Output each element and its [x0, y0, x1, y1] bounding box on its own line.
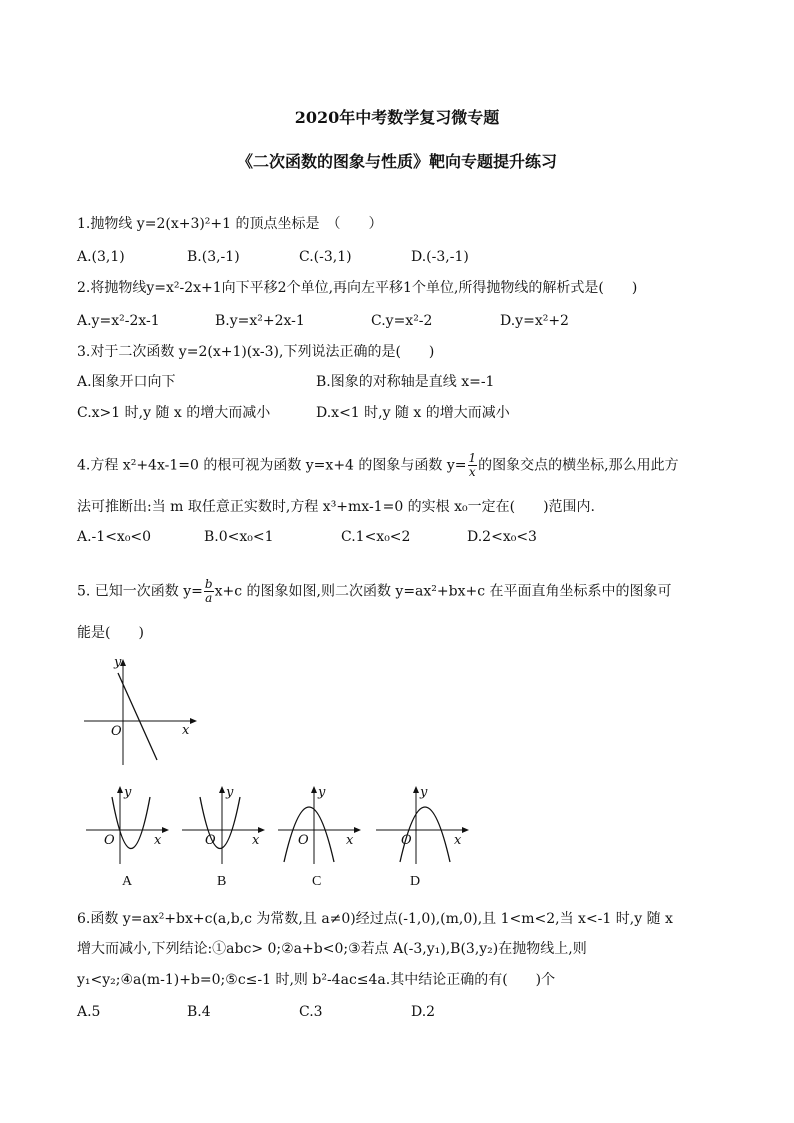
- x-axis-arrow: [462, 827, 469, 833]
- q6-stem-line2: 增大而减小,下列结论:①abc> 0;②a+b<0;③若点 A(-3,y₁),B(3,y₂)在抛物线上,则: [77, 941, 587, 957]
- linear-function-graph: [80, 655, 200, 770]
- q2-option-b: B.y=x²+2x-1: [215, 313, 305, 329]
- q4-option-d: D.2<x₀<3: [467, 529, 537, 545]
- q4-frac-den: x: [468, 465, 476, 479]
- y-axis-arrow: [413, 786, 419, 793]
- q3-option-c: C.x>1 时,y 随 x 的增大而减小: [77, 405, 271, 421]
- x-axis-label: x: [182, 723, 190, 738]
- q5-fraction: [204, 578, 214, 605]
- origin-label: O: [298, 833, 309, 848]
- y-axis-arrow: [117, 786, 123, 793]
- y-axis-label: y: [124, 785, 132, 800]
- q1-option-a: A.(3,1): [77, 249, 125, 265]
- q6-option-a: A.5: [77, 1004, 101, 1020]
- option-graph-a: [84, 782, 174, 867]
- q6-stem-line3: y₁<y₂;④a(m-1)+b=0;⑤c≤-1 时,则 b²-4ac≤4a.其中结论正确的有( )个: [77, 972, 556, 988]
- option-graph-label-d: D: [410, 874, 421, 889]
- x-axis-arrow: [190, 718, 197, 724]
- q5-stem-line1: [77, 578, 672, 605]
- title-main: 2020年中考数学复习微专题: [294, 108, 500, 127]
- q6-option-b: B.4: [187, 1004, 211, 1020]
- y-axis-label: y: [420, 785, 428, 800]
- origin-label: O: [111, 724, 122, 739]
- q4-fraction: [468, 452, 478, 479]
- option-graph-c: [276, 782, 366, 867]
- y-axis-label: y: [114, 655, 122, 670]
- q2-option-a: A.y=x²-2x-1: [77, 313, 160, 329]
- option-graph-label-c: C: [312, 874, 322, 889]
- x-axis-label: x: [252, 833, 260, 848]
- q3-stem: 3.对于二次函数 y=2(x+1)(x-3),下列说法正确的是( ): [77, 344, 435, 360]
- x-axis-label: x: [154, 833, 162, 848]
- q1-option-d: D.(-3,-1): [411, 249, 469, 265]
- origin-label: O: [104, 833, 115, 848]
- linear-function-line: [118, 673, 157, 760]
- title-sub: 《二次函数的图象与性质》靶向专题提升练习: [236, 152, 557, 171]
- q5-stem-line2: 能是( ): [77, 625, 144, 641]
- x-axis-arrow: [162, 827, 169, 833]
- y-axis-arrow: [311, 786, 317, 793]
- y-axis-arrow: [219, 786, 225, 793]
- parabola-curve: [112, 797, 150, 849]
- option-graph-b: [180, 782, 270, 867]
- q5-frac-num: b: [204, 577, 213, 591]
- q3-option-d: D.x<1 时,y 随 x 的增大而减小: [316, 405, 510, 421]
- option-graph-d: [374, 782, 474, 867]
- q1-option-c: C.(-3,1): [299, 249, 352, 265]
- q1-option-b: B.(3,-1): [187, 249, 240, 265]
- q2-option-d: D.y=x²+2: [500, 313, 569, 329]
- q2-option-c: C.y=x²-2: [371, 313, 433, 329]
- x-axis-label: x: [346, 833, 354, 848]
- x-axis-label: x: [454, 833, 462, 848]
- q3-option-a: A.图象开口向下: [77, 374, 176, 390]
- y-axis-label: y: [226, 785, 234, 800]
- q4-stem-a: 4.方程 x²+4x-1=0 的根可视为函数 y=x+4 的图象与函数 y=: [77, 457, 467, 474]
- q6-option-d: D.2: [411, 1004, 436, 1020]
- q4-stem-line2: 法可推断出:当 m 取任意正实数时,方程 x³+mx-1=0 的实根 x₀一定在( )范围内.: [77, 499, 596, 515]
- option-graph-label-b: B: [217, 874, 227, 889]
- q4-stem-line1: [77, 452, 679, 479]
- y-axis-label: y: [318, 785, 326, 800]
- origin-label: O: [205, 833, 216, 848]
- q1-stem: 1.抛物线 y=2(x+3)²+1 的顶点坐标是 （ ）: [77, 216, 383, 232]
- q6-option-c: C.3: [299, 1004, 323, 1020]
- q4-option-b: B.0<x₀<1: [204, 529, 274, 545]
- q4-stem-b: 的图象交点的横坐标,那么用此方: [478, 457, 679, 474]
- q4-option-c: C.1<x₀<2: [341, 529, 411, 545]
- q5-frac-den: a: [205, 591, 213, 605]
- x-axis-arrow: [354, 827, 361, 833]
- q5-stem-a: 5. 已知一次函数 y=: [77, 583, 203, 600]
- q2-stem: 2.将抛物线y=x²-2x+1向下平移2个单位,再向左平移1个单位,所得抛物线的解析式是( ): [77, 280, 638, 296]
- q6-stem-line1: 6.函数 y=ax²+bx+c(a,b,c 为常数,且 a≠0)经过点(-1,0),(m,0),且 1<m<2,当 x<-1 时,y 随 x: [77, 911, 673, 927]
- origin-label: O: [401, 833, 412, 848]
- q4-frac-num: 1: [468, 451, 477, 465]
- parabola-curve: [284, 807, 334, 862]
- q3-option-b: B.图象的对称轴是直线 x=-1: [316, 374, 495, 390]
- q4-option-a: A.-1<x₀<0: [77, 529, 152, 545]
- q5-stem-b: x+c 的图象如图,则二次函数 y=ax²+bx+c 在平面直角坐标系中的图象可: [214, 583, 672, 600]
- option-graph-label-a: A: [122, 874, 133, 889]
